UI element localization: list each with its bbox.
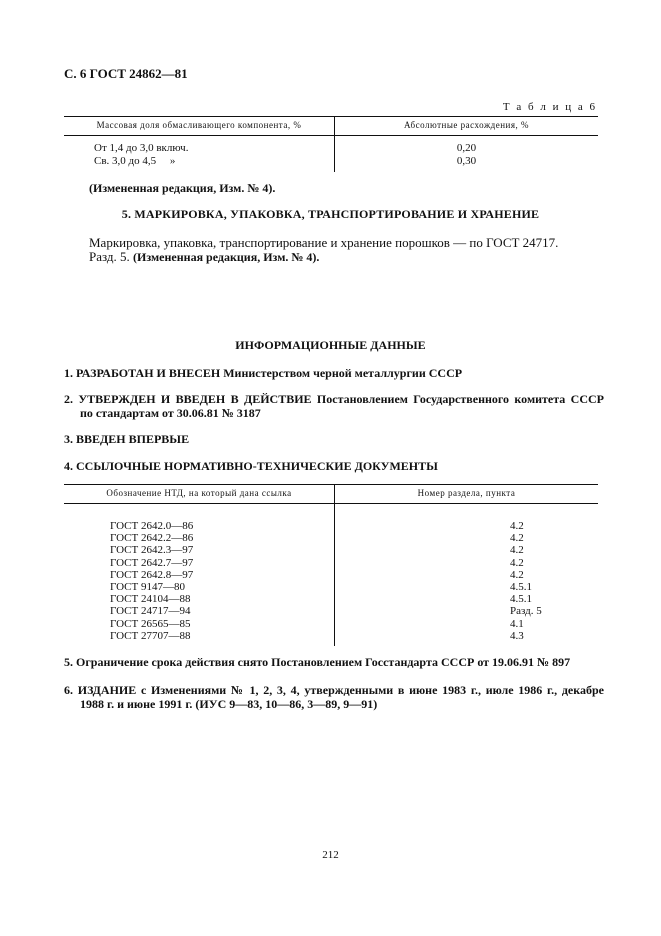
ref-section: 4.5.1 [510,581,532,594]
info-item-1: 1. РАЗРАБОТАН И ВНЕСЕН Министерством черной металлургии СССР [64,366,463,380]
page-header: С. 6 ГОСТ 24862—81 [64,66,188,81]
page-number: 212 [322,849,339,861]
section-5-text [89,236,609,264]
section-5-revision: (Измененная редакция, Изм. № 4). [133,250,320,264]
info-item-3: 3. ВВЕДЕН ВПЕРВЫЕ [64,432,190,446]
ref-section: 4.3 [510,629,524,642]
info-item-6-line1: 6. ИЗДАНИЕ с Изменениями № 1, 2, 3, 4, утвержденными в июне 1983 г., июле 1986 г., декабре [64,683,604,697]
reference-table [64,484,598,646]
table-6 [64,116,598,172]
ref-section: 4.2 [510,520,524,532]
ref-doc: ГОСТ 24104—88 [110,593,191,606]
table6-values [335,136,599,173]
info-item-2-line1: 2. УТВЕРЖДЕН И ВВЕДЕН В ДЕЙСТВИЕ Постановлением Государственного комитета СССР [64,392,604,406]
section-5-line1: Маркировка, упаковка, транспортирование и хранение порошков — по ГОСТ 24717. [89,235,559,250]
info-item-2-line2: по стандартам от 30.06.81 № 3187 [80,406,261,420]
ref-col2-header: Номер раздела, пункта [335,485,599,504]
ref-col1-header: Обозначение НТД, на который дана ссылка [64,485,335,504]
table6-range-2: Св. 3,0 до 4,5 » [94,155,176,167]
table6-ranges [64,136,335,173]
table-caption: Т а б л и ц а 6 [502,101,597,113]
table6-value-2: 0,30 [456,155,477,167]
ref-section: 4.5.1 [510,593,532,606]
info-item-6-line2: 1988 г. и июне 1991 г. (ИУС 9—83, 10—86, 3—89, 9—91) [80,697,378,711]
ref-doc: ГОСТ 2642.8—97 [110,568,194,581]
table6-range-1: От 1,4 до 3,0 включ. [94,142,189,154]
ref-doc: ГОСТ 2642.7—97 [110,556,194,569]
ref-doc: ГОСТ 2642.3—97 [110,544,194,557]
revision-note: (Измененная редакция, Изм. № 4). [89,181,276,195]
ref-doc: ГОСТ 2642.2—86 [110,532,194,545]
ref-doc: ГОСТ 27707—88 [110,629,191,642]
section-5-ref: Разд. 5. [89,249,130,264]
ref-section: 4.2 [510,556,524,569]
ref-doc: ГОСТ 2642.0—86 [110,520,194,532]
info-title: ИНФОРМАЦИОННЫЕ ДАННЫЕ [235,338,426,352]
table6-col1-header: Массовая доля обмасливающего компонента, % [64,117,335,136]
ref-doc: ГОСТ 24717—94 [110,605,191,618]
table6-value-1: 0,20 [456,142,477,154]
ref-doc-list [64,504,335,647]
info-item-5: 5. Ограничение срока действия снято Постановлением Госстандарта СССР от 19.06.91 № 897 [64,655,571,669]
ref-section: 4.1 [510,617,524,630]
section-5-line2 [89,250,609,264]
ref-section: 4.2 [510,568,524,581]
ref-section: 4.2 [510,544,524,557]
section-5-title: 5. МАРКИРОВКА, УПАКОВКА, ТРАНСПОРТИРОВАНИЕ И ХРАНЕНИЕ [121,207,540,221]
ref-section: 4.2 [510,532,524,545]
info-item-4: 4. ССЫЛОЧНЫЕ НОРМАТИВНО-ТЕХНИЧЕСКИЕ ДОКУМЕНТЫ [64,459,438,473]
ref-doc: ГОСТ 9147—80 [110,581,185,594]
table6-col2-header: Абсолютные расхождения, % [335,117,599,136]
ref-section: Разд. 5 [510,605,542,618]
ref-section-list [335,504,599,647]
ref-doc: ГОСТ 26565—85 [110,617,191,630]
